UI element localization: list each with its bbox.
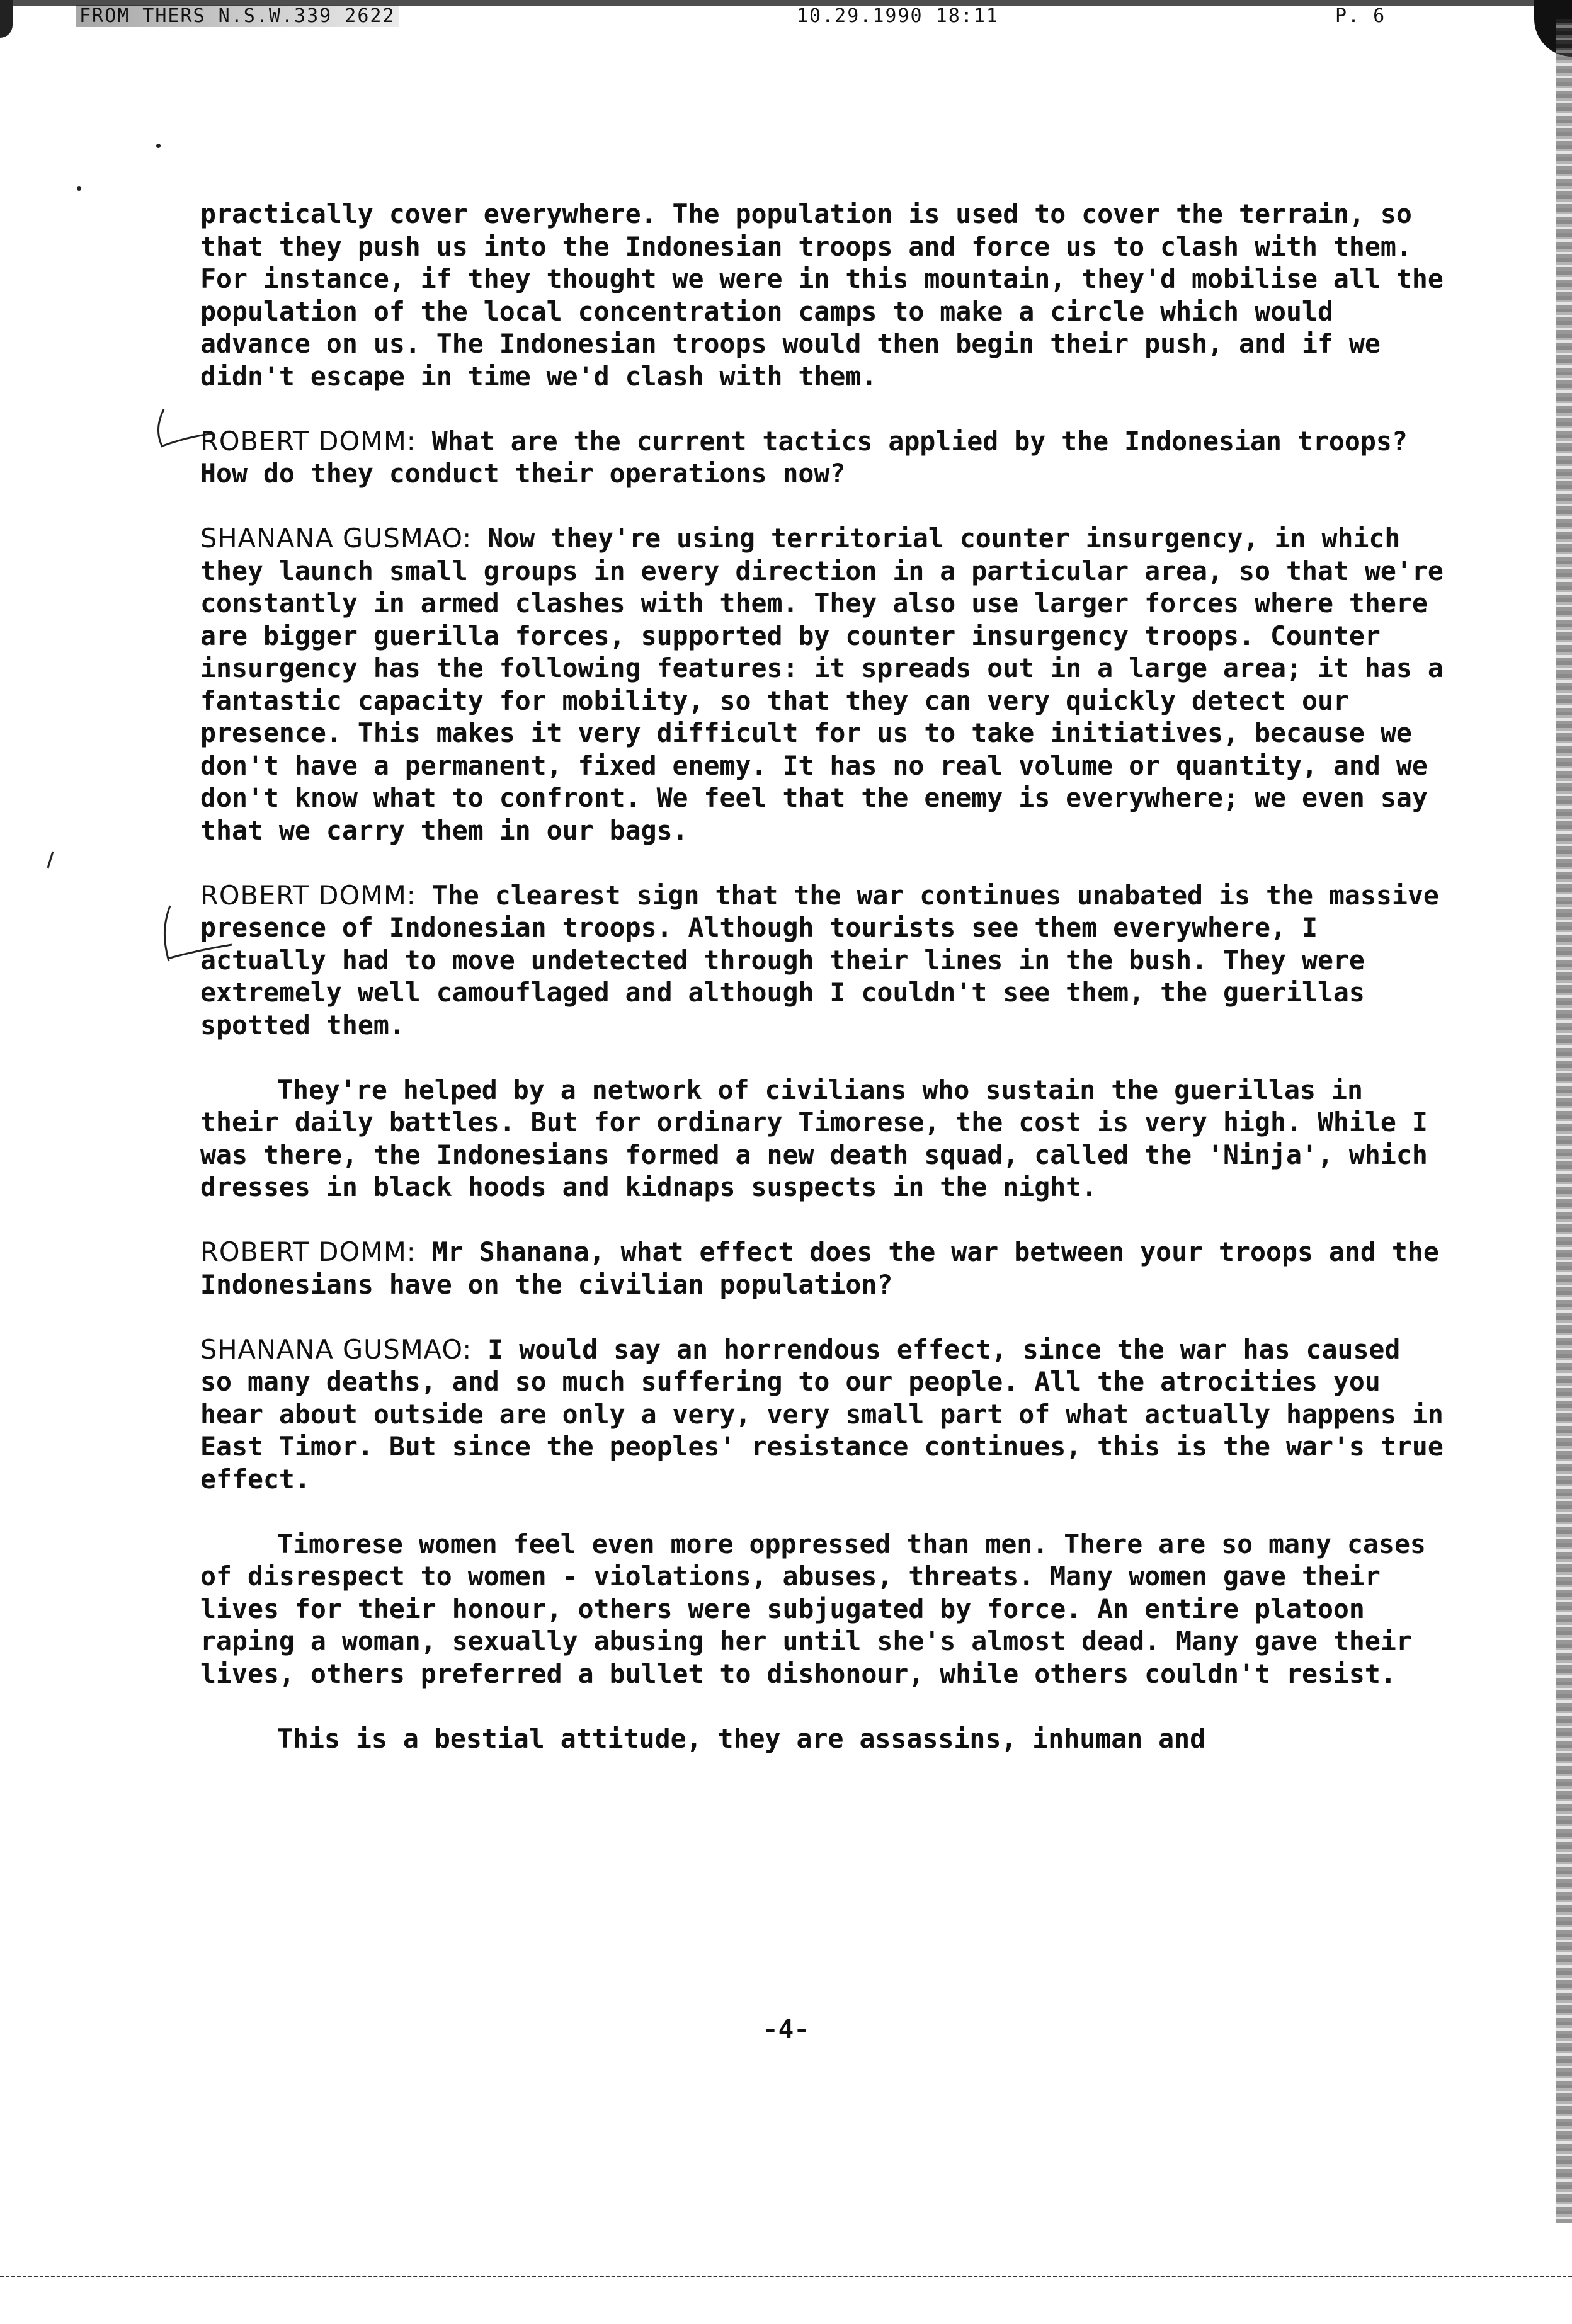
paragraph-text: They're helped by a network of civilians who sustain the guerillas in their daily battles. But for ordinary Timorese, the cost is very high. While I was there, the Indonesians formed a new death squad, called the 'Ninja', which dresses in black hoods and kidnaps suspects in the night. xyxy=(200,1074,1428,1202)
scan-right-edge xyxy=(1556,19,1572,2223)
paragraph-text: Now they're using territorial counter insurgency, in which they launch small groups in every direction in a particular area, so that we're constantly in armed clashes with them. They also use larger forces where there are bigger guerilla forces, supported by counter insurgency troops. Counter insurgency has the following features: it spreads out in a large area; it has a fantastic capacity for mobility, so that they can very quickly detect our presence. This makes it very difficult for us to take initiatives, because we don't have a permanent, fixed enemy. It has no real volume or quantity, and we don't know what to confront. We feel that the enemy is everywhere; we even say that we carry them in our bags. xyxy=(200,523,1444,846)
fax-page-label: P. 6 xyxy=(1335,5,1386,27)
paragraph-text: What are the current tactics applied by the Indonesian troops? How do they conduct their operations now? xyxy=(200,425,1408,489)
fax-tear-line xyxy=(0,2276,1572,2277)
paragraph-text: I would say an horrendous effect, since the war has caused so many deaths, and so much suffering to our people. All the atrocities you hear about outside are only a very, very small part of what actually happens in East Timor. But since the peoples' resistance continues, this is the war's true effect. xyxy=(200,1333,1444,1495)
stray-mark xyxy=(44,850,57,869)
paragraph-text: Timorese women feel even more oppressed than men. There are so many cases of disrespect to women - violations, abuses, threats. Many women gave their lives for their honour, others were subjugated by force. An entire platoon raping a woman, sexually abusing her until she's almost dead. Many gave their lives, others preferred a bullet to dishonour, while others couldn't resist. xyxy=(200,1528,1426,1689)
paragraph-text: The clearest sign that the war continues unabated is the massive presence of Indonesian troops. Although tourists see them everywhere, I actually had to move undetected through their lines in the bush. They were extremely well camouflaged and although I couldn't see them, the guerillas spotted them. xyxy=(200,879,1439,1040)
paragraph-text: Mr Shanana, what effect does the war between your troops and the Indonesians have on the civilian population? xyxy=(200,1236,1439,1300)
transcript-paragraph xyxy=(200,522,1447,846)
stray-mark xyxy=(156,144,161,148)
transcript-paragraph xyxy=(200,1528,1447,1690)
speaker-label: ROBERT DOMM: xyxy=(200,879,416,911)
stray-mark xyxy=(77,186,81,191)
transcript-paragraph xyxy=(200,1074,1447,1204)
paragraph-text: This is a bestial attitude, they are assassins, inhuman and xyxy=(277,1723,1206,1754)
speaker-label: ROBERT DOMM: xyxy=(200,1236,416,1267)
fax-sender-line: FROM THERS N.S.W.339 2622 xyxy=(76,5,399,27)
speaker-label: SHANANA GUSMAO: xyxy=(200,523,472,554)
fax-header xyxy=(0,5,1572,33)
speaker-label: ROBERT DOMM: xyxy=(200,425,416,457)
page-number: -4- xyxy=(762,2014,810,2044)
transcript-paragraph xyxy=(200,425,1447,490)
transcript-paragraph xyxy=(200,1723,1447,1755)
fax-datetime: 10.29.1990 18:11 xyxy=(797,5,999,27)
transcript-paragraph xyxy=(200,1333,1447,1496)
speaker-label: SHANANA GUSMAO: xyxy=(200,1333,472,1365)
paragraph-text: practically cover everywhere. The population is used to cover the terrain, so that they push us into the Indonesian troops and force us to clash with them. For instance, if they thought we were in this mountain, they'd mobilise all the population of the local concentration camps to make a circle which would advance on us. The Indonesian troops would then begin their push, and if we didn't escape in time we'd clash with them. xyxy=(200,198,1444,392)
interview-transcript xyxy=(200,198,1447,1787)
transcript-paragraph xyxy=(200,198,1447,392)
transcript-paragraph xyxy=(200,879,1447,1042)
transcript-paragraph xyxy=(200,1236,1447,1301)
